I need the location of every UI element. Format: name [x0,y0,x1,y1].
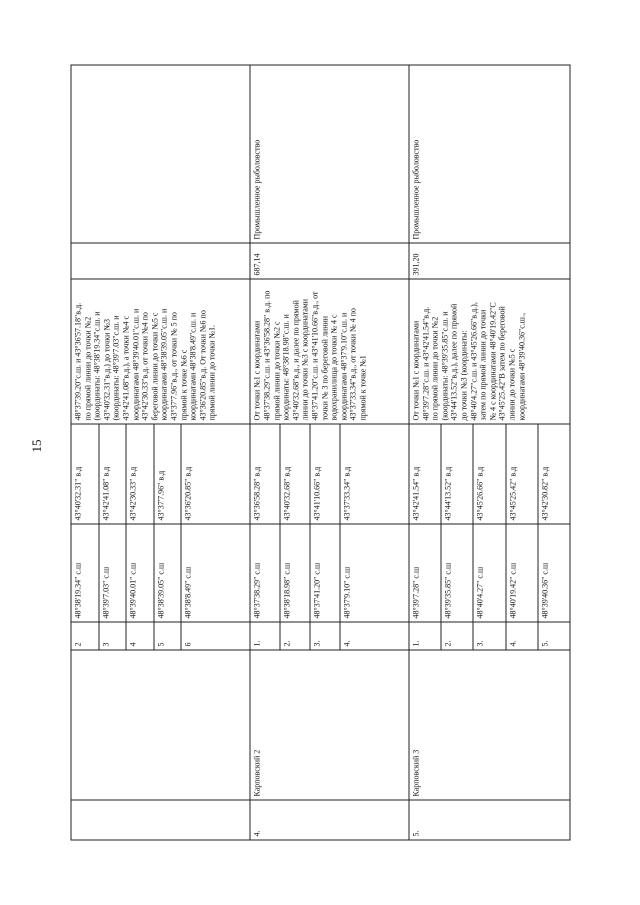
point-number: 1. [250,622,280,650]
area-ha-cell: 687,14 [250,243,409,279]
longitude: 43°41'10.66" в.д [310,424,340,524]
longitude: 43°42'30.33" в.д [126,424,154,524]
latitude: 48°37'38.29" с.ш [250,524,280,622]
table-row [250,65,280,840]
point-number: 5 [154,622,182,650]
boundary-description: От точки №1 с координатами 48°37'38.29"с.ш. и 43°36'58.28" в.д. по прямой линии до точки №2 с координаты: 48°38'18.98"с.ш. и 43°40'32.68"в.д., и далее по прямой линии до точки №3 с координатами 48°37'41.20"с.ш. и 43°41'10.66"в.д., от точки № 3 по береговой линии водохранилища до точки № 4 с координатами 48°37'9.10"с.ш. и 43°37'33.34"в.д., от точки № 4 по прямой к точке №1 [250,279,409,424]
latitude: 48°38'18.98" с.ш [280,524,310,622]
longitude: 43°40'32.31" в.д [71,424,99,524]
latitude: 48°38'8.49" с.ш [181,524,250,622]
point-number: 5. [538,622,570,650]
longitude: 43°42'41.54" в.д [409,424,441,524]
row-number-cell: 4. [250,800,409,840]
longitude: 43°44'13.52" в.д [441,424,473,524]
area-name-cell [71,650,250,800]
fishing-type-cell [71,65,250,243]
longitude: 43°45'25.42" в.д [506,424,538,524]
latitude: 48°39'40.01" с.ш [126,524,154,622]
longitude: 43°37'33.34" в.д [340,424,409,524]
latitude: 48°39'35.85" с.ш [441,524,473,622]
page-number: 15 [29,439,44,453]
table-row [409,65,441,840]
point-number: 3. [310,622,340,650]
longitude: 43°37'7.96" в.д [154,424,182,524]
latitude: 48°40'4.27" с.ш [473,524,505,622]
fishing-areas-table [71,65,571,841]
latitude: 48°38'19.34" с.ш [71,524,99,622]
point-number: 3. [473,622,505,650]
area-name-cell: Карповский 3 [409,650,570,800]
longitude: 43°42'41.08" в.д [99,424,127,524]
rotated-table-container [71,66,571,841]
point-number: 2 [71,622,99,650]
point-number: 6 [181,622,250,650]
latitude: 48°37'9.10" с.ш [340,524,409,622]
latitude: 48°38'39.05" с.ш [154,524,182,622]
point-number: 4 [126,622,154,650]
point-number: 4. [506,622,538,650]
boundary-description: От точки №1 с координатами 48°39'7.28"с.ш. и 43°42'41.54"в.д. по прямой линии до точки №2 (координаты: 48°39'35.85"с.ш. и 43°44'13.52"в.д.), далее по прямой до точки №3 (координаты: 48°40'4.27"с.ш. и 43°45'26.66"в.д.), затем по прямой линии до точки № 4 с координатами 48°40'19.42"С 43°45'25.42"В затем по береговой линии до точки №5 с координатами 48°39'40.36"с.ш., [409,279,570,424]
table-row [71,65,99,840]
row-number-cell: 5. [409,800,570,840]
point-number: 3 [99,622,127,650]
longitude: 43°36'20.85" в.д [181,424,250,524]
latitude: 48°39'7.03" с.ш [99,524,127,622]
longitude: 43°42'30.82" в.д [538,424,570,524]
point-number: 2. [280,622,310,650]
latitude: 48°37'41.20" с.ш [310,524,340,622]
longitude: 43°40'32.68" в.д [280,424,310,524]
fishing-type-cell: Промышленное рыболовство [409,65,570,243]
point-number: 1. [409,622,441,650]
latitude: 48°39'7.28" с.ш [409,524,441,622]
row-number-cell [71,800,250,840]
area-ha-cell: 391,20 [409,243,570,279]
longitude: 43°45'26.66" в.д [473,424,505,524]
latitude: 48°40'19.42" с.ш [506,524,538,622]
area-name-cell: Карповский 2 [250,650,409,800]
latitude: 48°39'40.36" с.ш [538,524,570,622]
fishing-type-cell: Промышленное рыболовство [250,65,409,243]
point-number: 4. [340,622,409,650]
area-ha-cell [71,243,250,279]
boundary-description: 48°37'39.20"с.ш. и 43°36'57.18"в.д. по прямой линии до точки №2 (координаты: 48°38'19.34"с.ш. и 43°40'32.31"в.д.) до точки №3 (координаты: 48°39'7.03"с.ш. и 43°42'41.08"в.д.), а точки №4 с координатами 48°39'40.01"с.ш. и 43°42'30.33"в.д. от точки №4 по береговой линии до точки №5 с координатами 48°38'39.05"с.ш. и 43°37'7.96"в.д., от точки № 5 по прямой к точке №6 с координатами 48°38'8.49"с.ш. и 43°36'20.85"в.д. От точки №6 по прямой линии до точки №1. [71,279,250,424]
longitude: 43°36'58.28" в.д [250,424,280,524]
point-number: 2. [441,622,473,650]
